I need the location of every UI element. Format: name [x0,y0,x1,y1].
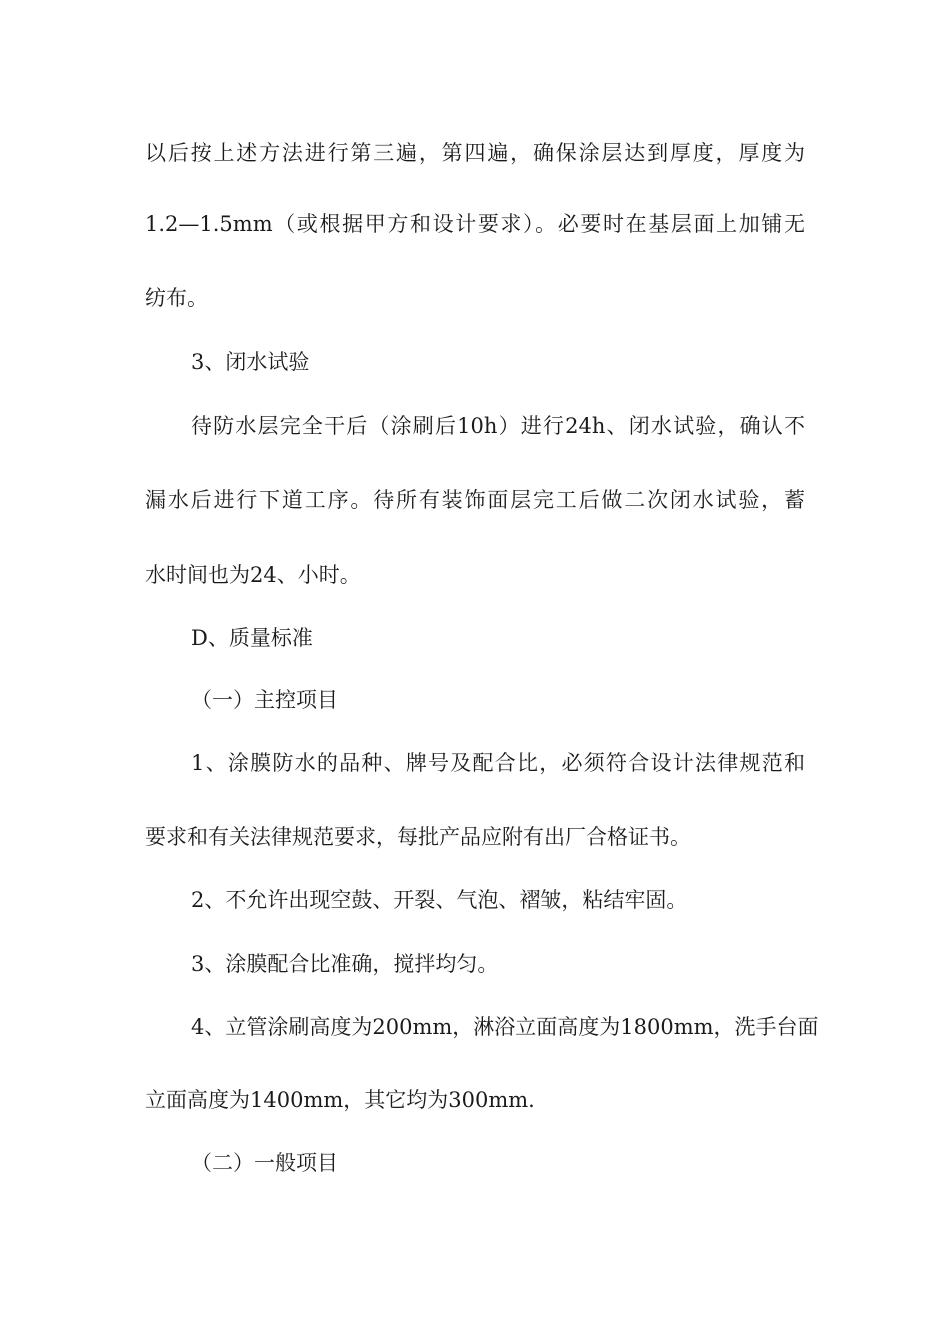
paragraph-line: 漏水后进行下道工序。待所有装饰面层完工后做二次闭水试验，蓄 [145,488,805,512]
paragraph-line: 纺布。 [145,286,208,310]
paragraph-line: 1、涂膜防水的品种、牌号及配合比，必须符合设计法律规范和 [191,751,805,775]
paragraph-line: 1.2—1.5mm（或根据甲方和设计要求）。必要时在基层面上加铺无 [145,212,805,236]
paragraph-line: 待防水层完全干后（涂刷后10h）进行24h、闭水试验，确认不 [191,414,805,438]
section-heading: D、质量标准 [191,626,313,650]
section-heading: 3、闭水试验 [191,350,310,374]
paragraph-line: 以后按上述方法进行第三遍，第四遍，确保涂层达到厚度，厚度为 [145,141,805,165]
paragraph-line: 立面高度为1400mm，其它均为300mm. [145,1088,535,1112]
paragraph-line: 要求和有关法律规范要求，每批产品应附有出厂合格证书。 [145,825,691,849]
paragraph-line: 水时间也为24、小时。 [145,563,361,587]
paragraph-line: 2、不允许出现空鼓、开裂、气泡、褶皱，粘结牢固。 [191,888,688,912]
subsection-heading: （一）主控项目 [191,688,338,712]
paragraph-line: 3、涂膜配合比准确，搅拌均匀。 [191,952,499,976]
subsection-heading: （二）一般项目 [191,1151,338,1175]
paragraph-line: 4、立管涂刷高度为200mm，淋浴立面高度为1800mm，洗手台面 [191,1015,819,1039]
